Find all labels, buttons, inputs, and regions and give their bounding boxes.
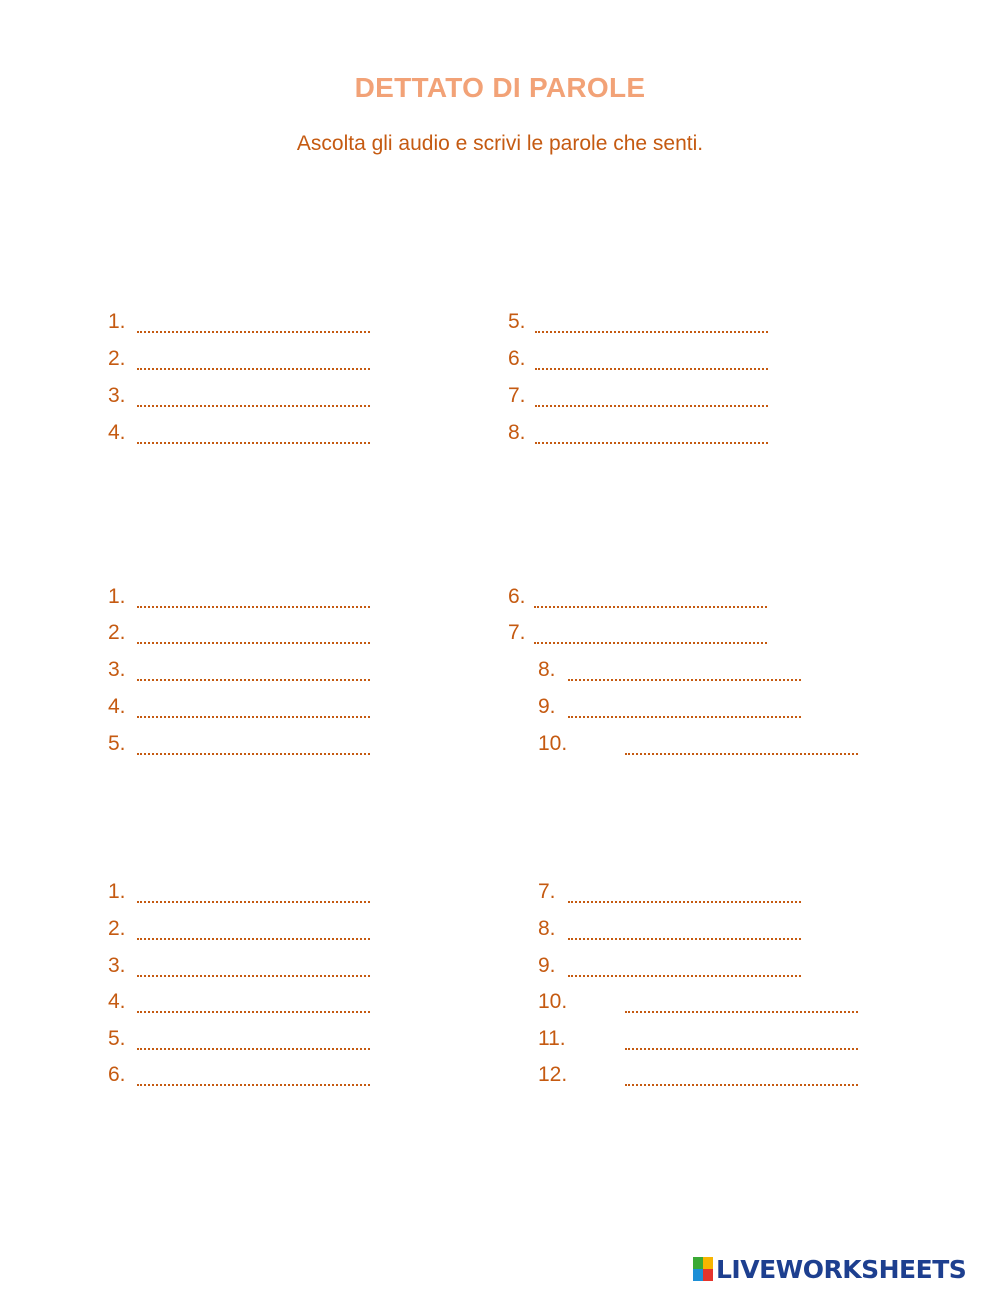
list-item <box>108 694 126 720</box>
answer-blank[interactable] <box>534 592 767 608</box>
answer-blank[interactable] <box>137 354 370 370</box>
list-item <box>538 953 556 979</box>
item-number: 1. <box>108 585 126 608</box>
item-number: 1. <box>108 880 126 903</box>
list-item <box>108 657 126 683</box>
item-number: 12. <box>538 1063 568 1086</box>
item-number: 1. <box>108 310 126 333</box>
list-item <box>108 989 126 1015</box>
item-number: 11. <box>538 1027 566 1050</box>
item-number: 3. <box>108 954 126 977</box>
answer-blank[interactable] <box>535 391 768 407</box>
list-item <box>108 953 126 979</box>
item-number: 4. <box>108 421 126 444</box>
answer-blank[interactable] <box>568 924 801 940</box>
item-number: 5. <box>508 310 526 333</box>
answer-blank[interactable] <box>137 961 370 977</box>
answer-blank[interactable] <box>137 739 370 755</box>
answer-blank[interactable] <box>625 997 858 1013</box>
item-number: 4. <box>108 990 126 1013</box>
answer-blank[interactable] <box>137 317 370 333</box>
item-number: 8. <box>538 917 556 940</box>
answer-blank[interactable] <box>137 1034 370 1050</box>
answer-blank[interactable] <box>137 1070 370 1086</box>
list-item <box>508 420 526 446</box>
worksheet-title: DETTATO DI PAROLE <box>354 72 646 103</box>
answer-blank[interactable] <box>137 592 370 608</box>
item-number: 8. <box>538 658 556 681</box>
item-number: 10. <box>538 732 568 755</box>
item-number: 9. <box>538 695 556 718</box>
list-item <box>538 657 556 683</box>
item-number: 2. <box>108 621 126 644</box>
answer-blank[interactable] <box>535 317 768 333</box>
list-item <box>108 1062 126 1088</box>
item-number: 8. <box>508 421 526 444</box>
list-item <box>538 1062 567 1088</box>
list-item <box>538 989 567 1015</box>
list-item <box>508 309 526 335</box>
list-item <box>108 383 126 409</box>
list-item <box>108 1026 126 1052</box>
item-number: 3. <box>108 384 126 407</box>
answer-blank[interactable] <box>137 628 370 644</box>
item-number: 6. <box>508 347 526 370</box>
answer-blank[interactable] <box>625 1070 858 1086</box>
answer-blank[interactable] <box>137 887 370 903</box>
item-number: 3. <box>108 658 126 681</box>
list-item <box>538 694 556 720</box>
list-item <box>538 731 567 757</box>
list-item <box>538 916 556 942</box>
list-item <box>508 584 526 610</box>
answer-blank[interactable] <box>137 391 370 407</box>
list-item <box>108 346 126 372</box>
answer-blank[interactable] <box>625 739 858 755</box>
list-item <box>508 346 526 372</box>
liveworksheets-logo-icon <box>693 1257 713 1281</box>
list-item <box>538 879 556 905</box>
item-number: 10. <box>538 990 568 1013</box>
answer-blank[interactable] <box>625 1034 858 1050</box>
list-item <box>538 1026 566 1052</box>
answer-blank[interactable] <box>137 702 370 718</box>
item-number: 9. <box>538 954 556 977</box>
list-item <box>108 916 126 942</box>
answer-blank[interactable] <box>137 924 370 940</box>
item-number: 7. <box>508 384 526 407</box>
answer-blank[interactable] <box>137 997 370 1013</box>
list-item <box>108 420 126 446</box>
answer-blank[interactable] <box>568 702 801 718</box>
answer-blank[interactable] <box>535 354 768 370</box>
answer-blank[interactable] <box>137 428 370 444</box>
item-number: 7. <box>508 621 526 644</box>
answer-blank[interactable] <box>568 961 801 977</box>
item-number: 5. <box>108 1027 126 1050</box>
list-item <box>108 309 126 335</box>
item-number: 5. <box>108 732 126 755</box>
brand-name: LIVEWORKSHEETS <box>716 1254 967 1284</box>
list-item <box>508 383 526 409</box>
item-number: 4. <box>108 695 126 718</box>
list-item <box>508 620 526 646</box>
answer-blank[interactable] <box>568 665 801 681</box>
item-number: 7. <box>538 880 556 903</box>
answer-blank[interactable] <box>535 428 768 444</box>
item-number: 2. <box>108 917 126 940</box>
item-number: 6. <box>108 1063 126 1086</box>
liveworksheets-logo[interactable] <box>693 1256 966 1282</box>
answer-blank[interactable] <box>534 628 767 644</box>
list-item <box>108 879 126 905</box>
item-number: 6. <box>508 585 526 608</box>
list-item <box>108 731 126 757</box>
answer-blank[interactable] <box>137 665 370 681</box>
list-item <box>108 584 126 610</box>
list-item <box>108 620 126 646</box>
answer-blank[interactable] <box>568 887 801 903</box>
item-number: 2. <box>108 347 126 370</box>
worksheet-instructions: Ascolta gli audio e scrivi le parole che senti. <box>296 132 704 155</box>
